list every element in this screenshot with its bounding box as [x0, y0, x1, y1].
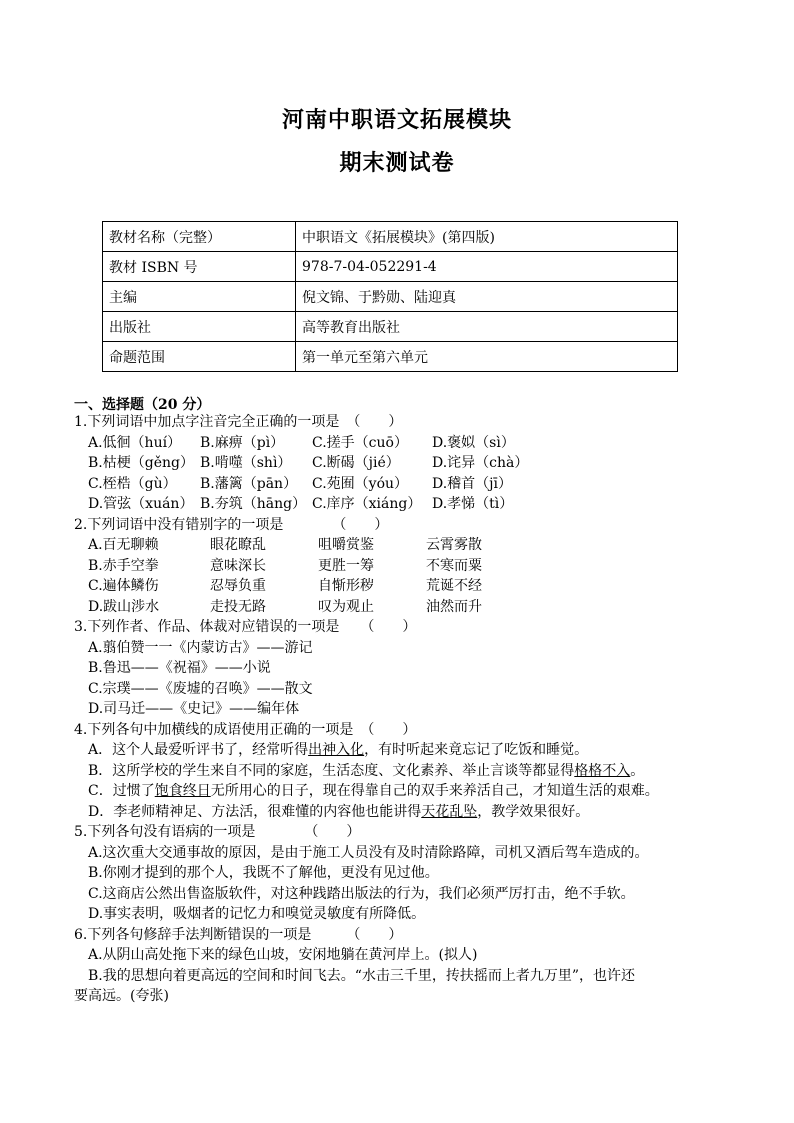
textbook-info-table — [102, 221, 678, 372]
table-row — [103, 252, 678, 282]
questions — [74, 412, 734, 1007]
option: B.藩篱（pān） — [200, 475, 298, 492]
option-text: 无所用心的日子，现在得靠自己的双手来养活自己，才知道生活的艰难。 — [210, 783, 659, 799]
table-row — [103, 282, 678, 312]
underlined-idiom: 天花乱坠 — [421, 803, 478, 820]
word: 忍辱负重 — [210, 578, 266, 594]
option: D.褒姒（sì） — [432, 434, 515, 451]
option: A.低徊（huí） — [88, 434, 182, 451]
word: C.遍体鳞伤 — [88, 578, 159, 594]
question-1-option-row — [74, 433, 734, 454]
question-2-option-row — [74, 556, 734, 577]
word: 咀嚼赏鉴 — [318, 537, 374, 553]
question-2-option-row — [74, 535, 734, 556]
option: A.这次重大交通事故的原因，是由于施工人员没有及时清除路障，司机又酒后驾车造成的。 — [88, 844, 649, 861]
table-key: 教材 ISBN 号 — [103, 252, 296, 282]
option: D.司马迁——《史记》——编年体 — [88, 701, 300, 717]
question-2-option-row — [74, 597, 734, 618]
option: D.稽首（jī） — [432, 475, 512, 492]
option: C.断碣（jié） — [312, 455, 400, 471]
underlined-idiom: 出神入化 — [308, 742, 365, 758]
option-text: B．这所学校的学生来自不同的家庭，生活态度、文化素养、举止言谈等都显得 — [88, 762, 575, 779]
underlined-idiom: 饱食终日 — [154, 783, 211, 799]
table-key: 出版社 — [103, 312, 296, 342]
option: C.桎梏（gù） — [88, 475, 177, 492]
option-b: B.我的思想向着更高远的空间和时间飞去。“水击三千里，抟扶摇而上者九万里”，也许还 — [88, 967, 636, 984]
option: D.孝悌（tì） — [432, 496, 514, 512]
option: C.宗璞——《废墟的召唤》——散文 — [88, 680, 313, 697]
question-1-option-row — [74, 474, 734, 495]
table-value: 倪文锦、于黔勋、陆迎真 — [296, 282, 678, 312]
option-a: A.从阴山高处拖下来的绿色山坡，安闲地躺在黄河岸上。(拟人) — [88, 947, 478, 963]
question-2-option-row — [74, 576, 734, 597]
option-d — [74, 802, 734, 823]
word: 油然而升 — [426, 598, 482, 615]
option: D.事实表明，吸烟者的记忆力和嗅觉灵敏度有所降低。 — [88, 906, 426, 922]
option-text: A．这个人最爱听评书了，经常听得 — [88, 742, 309, 758]
question-1-option-row — [74, 494, 734, 515]
title-line-2: 期末测试卷 — [339, 150, 455, 176]
table-value: 中职语文《拓展模块》(第四版) — [296, 222, 678, 252]
section-title: 一、选择题（20 分） — [74, 397, 211, 413]
option: B.鲁迅——《祝福》——小说 — [88, 660, 271, 676]
word: 云霄雾散 — [426, 537, 482, 553]
word: B.赤手空拳 — [88, 557, 159, 574]
question-2-stem: 2.下列词语中没有错别字的一项是 （ ） — [74, 516, 389, 533]
option-b — [74, 761, 734, 782]
word: 自惭形秽 — [318, 578, 374, 594]
option-text: D．李老师精神足、方法活，很难懂的内容他也能讲得 — [88, 803, 422, 820]
option-a — [74, 740, 734, 761]
table-value: 高等教育出版社 — [296, 312, 678, 342]
question-1-stem: 1.下列词语中加点字注音完全正确的一项是 （ ） — [74, 414, 403, 430]
word: D.跋山涉水 — [88, 598, 160, 615]
option: A.翦伯赞一一《内蒙访古》——游记 — [88, 639, 313, 656]
option-text: 。 — [630, 762, 645, 779]
word: 不寒而粟 — [426, 557, 482, 574]
table-row — [103, 312, 678, 342]
word: 意味深长 — [210, 557, 266, 574]
word: 眼花瞭乱 — [210, 537, 266, 553]
underlined-idiom: 格格不入 — [574, 762, 631, 779]
option-text: ，有时听起来竟忘记了吃饭和睡觉。 — [364, 742, 589, 758]
option-text: ，教学效果很好。 — [477, 803, 590, 820]
word: 更胜一筹 — [318, 557, 374, 574]
option: B.啃噬（shì） — [200, 455, 292, 471]
option: B.麻痹（pì） — [200, 434, 285, 451]
option-text: C．过惯了 — [88, 783, 155, 799]
word: 走投无路 — [210, 598, 266, 615]
table-row — [103, 222, 678, 252]
table-key: 主编 — [103, 282, 296, 312]
option: C.搓手（cuō） — [312, 434, 408, 451]
option-b-continued: 要高远。(夸张) — [74, 988, 169, 1004]
option: B.枯梗（gěng） — [88, 455, 194, 471]
option-c — [74, 781, 734, 802]
option: D.诧异（chà） — [432, 455, 529, 471]
table-value: 978-7-04-052291-4 — [296, 252, 678, 282]
option: C.庠序（xiáng） — [312, 496, 422, 512]
table-key: 命题范围 — [103, 342, 296, 372]
option: B.你刚才提到的那个人，我既不了解他，更没有见过他。 — [88, 865, 439, 881]
question-4-stem: 4.下列各句中加横线的成语使用正确的一项是 （ ） — [74, 721, 417, 738]
table-key: 教材名称（完整） — [103, 222, 296, 252]
table-row — [103, 342, 678, 372]
option: C.这商店公然出售盗版软件，对这种践踏出版法的行为，我们必须严厉打击，绝不手软。 — [88, 885, 635, 902]
table-value: 第一单元至第六单元 — [296, 342, 678, 372]
question-6-stem: 6.下列各句修辞手法判断错误的一项是 （ ） — [74, 926, 403, 943]
option: B.夯筑（hāng） — [200, 496, 307, 512]
word: 叹为观止 — [318, 598, 374, 615]
question-5-stem: 5.下列各句没有语病的一项是 （ ） — [74, 824, 361, 840]
option: D.管弦（xuán） — [88, 496, 194, 512]
question-1-option-row — [74, 453, 734, 474]
option: C.苑囿（yóu） — [312, 475, 409, 492]
word: A.百无聊赖 — [88, 537, 159, 553]
word: 荒诞不经 — [426, 578, 482, 594]
title-line-1: 河南中职语文拓展模块 — [281, 107, 512, 133]
question-3-stem: 3.下列作者、作品、体裁对应错误的一项是 （ ） — [74, 619, 417, 635]
